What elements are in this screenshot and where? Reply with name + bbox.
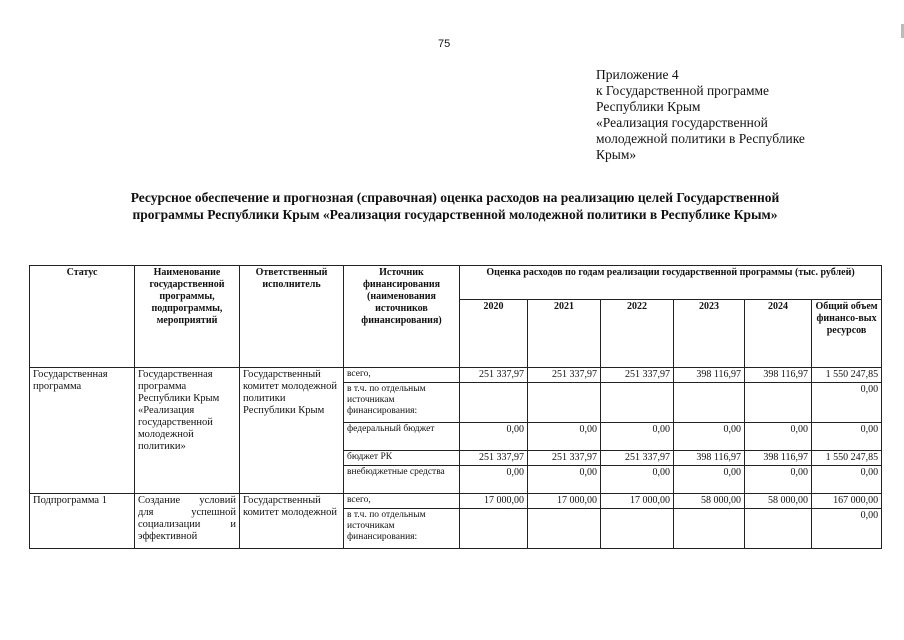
value-cell: 398 116,97 [745, 451, 812, 466]
header-year: 2022 [601, 300, 674, 368]
value-cell [528, 509, 601, 549]
value-cell: 0,00 [460, 423, 528, 451]
value-cell: 0,00 [674, 423, 745, 451]
value-cell: 17 000,00 [460, 494, 528, 509]
header-executor: Ответственный исполнитель [240, 266, 344, 368]
header-source: Источник финансирования (наименования источников финансирования) [344, 266, 460, 368]
value-cell: 0,00 [674, 466, 745, 494]
header-estimate: Оценка расходов по годам реализации государственной программы (тыс. рублей) [460, 266, 882, 300]
source-cell: внебюджетные средства [344, 466, 460, 494]
program-name-cell: Создание условий для успешной социализации и эффективной [135, 494, 240, 549]
header-status: Статус [30, 266, 135, 368]
value-cell: 251 337,97 [528, 451, 601, 466]
total-cell: 1 550 247,85 [812, 368, 882, 383]
appendix-line: Приложение 4 [596, 67, 679, 82]
total-cell: 0,00 [812, 509, 882, 549]
value-cell: 251 337,97 [460, 368, 528, 383]
value-cell: 0,00 [601, 423, 674, 451]
value-cell: 58 000,00 [745, 494, 812, 509]
value-cell [745, 509, 812, 549]
value-cell: 398 116,97 [674, 368, 745, 383]
appendix-line: молодежной политики в Республике [596, 131, 805, 146]
value-cell: 398 116,97 [674, 451, 745, 466]
executor-cell: Государственный комитет молодежной политики Республики Крым [240, 368, 344, 494]
appendix-line: Республики Крым [596, 99, 701, 114]
source-cell: в т.ч. по отдельным источникам финансирования: [344, 509, 460, 549]
value-cell: 0,00 [745, 466, 812, 494]
total-cell: 0,00 [812, 423, 882, 451]
appendix-line: «Реализация государственной [596, 115, 768, 130]
total-cell: 0,00 [812, 383, 882, 423]
value-cell: 398 116,97 [745, 368, 812, 383]
status-cell: Подпрограмма 1 [30, 494, 135, 549]
value-cell [460, 383, 528, 423]
value-cell: 17 000,00 [601, 494, 674, 509]
resource-table [29, 265, 882, 549]
program-name-cell: Государственная программа Республики Крым «Реализация государственной молодежной политики» [135, 368, 240, 494]
value-cell: 251 337,97 [601, 368, 674, 383]
table-row [30, 494, 882, 509]
value-cell: 0,00 [601, 466, 674, 494]
header-total: Общий объем финансо-вых ресурсов [812, 300, 882, 368]
value-cell [460, 509, 528, 549]
total-cell: 1 550 247,85 [812, 451, 882, 466]
header-year: 2023 [674, 300, 745, 368]
source-cell: бюджет РК [344, 451, 460, 466]
value-cell: 58 000,00 [674, 494, 745, 509]
value-cell [674, 383, 745, 423]
source-cell: всего, [344, 368, 460, 383]
header-year: 2020 [460, 300, 528, 368]
document-title [60, 189, 850, 223]
value-cell [745, 383, 812, 423]
status-cell: Государственная программа [30, 368, 135, 494]
header-name: Наименование государственной программы, подпрограммы, мероприятий [135, 266, 240, 368]
header-year: 2021 [528, 300, 601, 368]
value-cell: 0,00 [528, 466, 601, 494]
appendix-line: к Государственной программе [596, 83, 770, 98]
title-line: Ресурсное обеспечение и прогнозная (справочная) оценка расходов на реализацию целей Государственной [130, 190, 780, 205]
value-cell [601, 509, 674, 549]
value-cell: 251 337,97 [601, 451, 674, 466]
source-cell: федеральный бюджет [344, 423, 460, 451]
value-cell: 0,00 [528, 423, 601, 451]
table-row [30, 368, 882, 383]
value-cell: 0,00 [460, 466, 528, 494]
title-line: программы Республики Крым «Реализация государственной молодежной политики в Республике Крым» [132, 207, 778, 222]
value-cell: 251 337,97 [460, 451, 528, 466]
source-cell: в т.ч. по отдельным источникам финансирования: [344, 383, 460, 423]
total-cell: 0,00 [812, 466, 882, 494]
total-cell: 167 000,00 [812, 494, 882, 509]
appendix-line: Крым» [596, 147, 637, 162]
header-year: 2024 [745, 300, 812, 368]
value-cell: 17 000,00 [528, 494, 601, 509]
source-cell: всего, [344, 494, 460, 509]
value-cell [528, 383, 601, 423]
value-cell [601, 383, 674, 423]
value-cell: 0,00 [745, 423, 812, 451]
page-number: 75 [438, 38, 451, 50]
value-cell: 251 337,97 [528, 368, 601, 383]
appendix-note [596, 67, 856, 163]
value-cell [674, 509, 745, 549]
executor-cell: Государственный комитет молодежной [240, 494, 344, 549]
